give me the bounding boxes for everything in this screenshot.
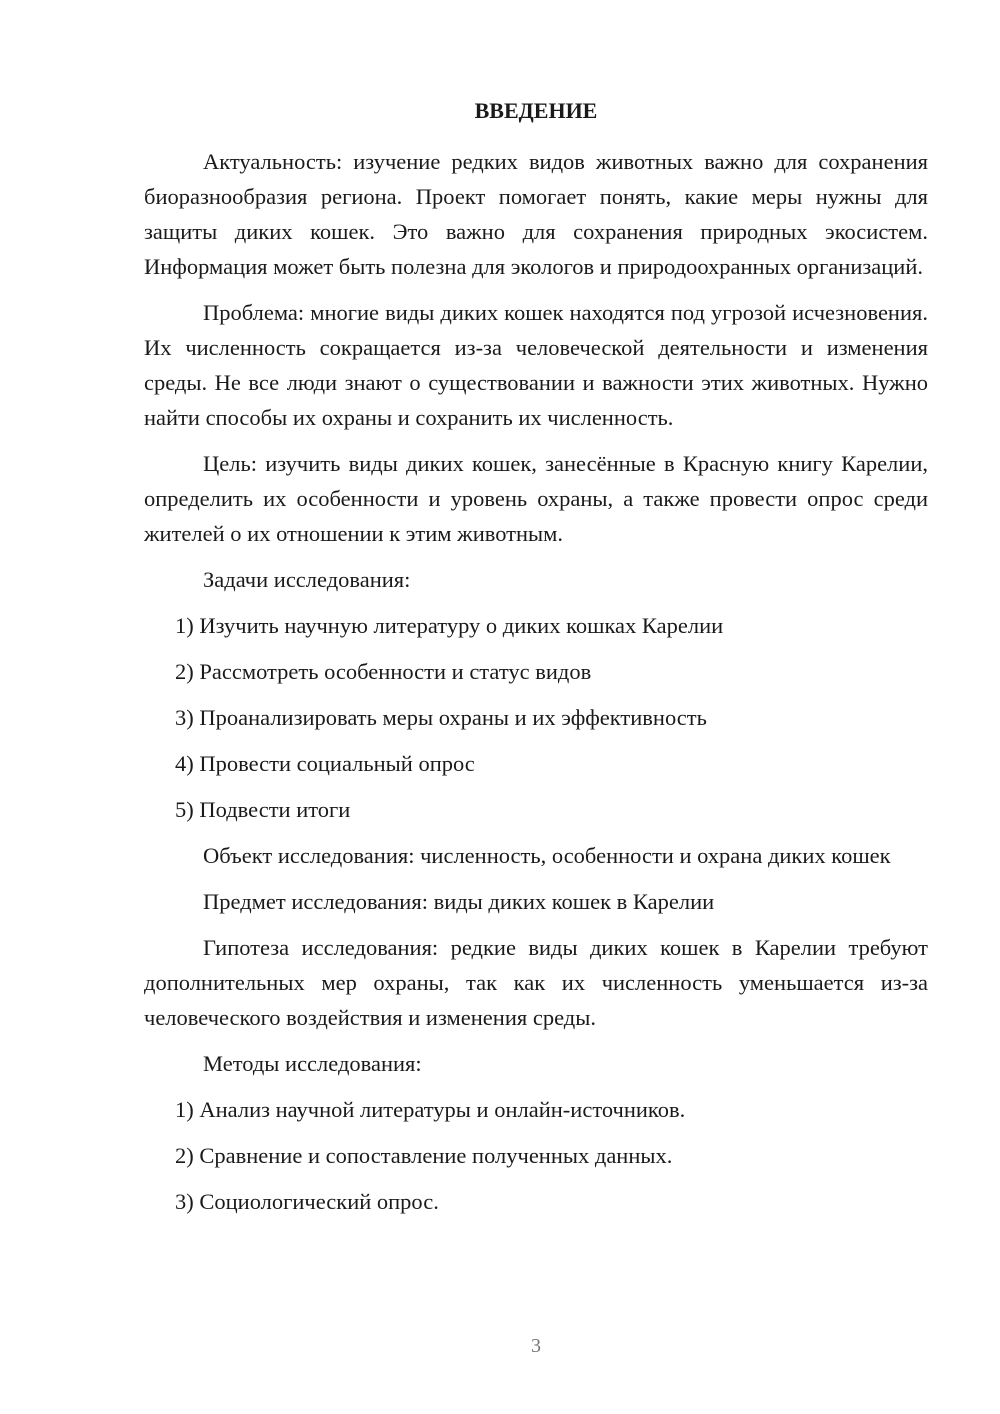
method-item: 3) Социологический опрос. <box>175 1189 439 1214</box>
relevance-paragraph: Актуальность: изучение редких видов животных важно для сохранения биоразнообразия региона. Проект помогает понять, какие меры нужны для защиты диких кошек. Это важно для сохранения природных экосистем. Информация может быть полезна для экологов и природоохранных организаций. <box>144 149 928 279</box>
task-item: 5) Подвести итоги <box>175 797 351 822</box>
method-item: 2) Сравнение и сопоставление полученных данных. <box>175 1143 673 1168</box>
problem-paragraph: Проблема: многие виды диких кошек находятся под угрозой исчезновения. Их численность сокращается из-за человеческой деятельности и изменения среды. Не все люди знают о существовании и важности этих животных. Нужно найти способы их охраны и сохранить их численность. <box>144 300 928 430</box>
task-item: 2) Рассмотреть особенности и статус видов <box>175 659 592 684</box>
task-item: 4) Провести социальный опрос <box>175 751 475 776</box>
page-title: ВВЕДЕНИЕ <box>474 98 598 123</box>
subject-paragraph: Предмет исследования: виды диких кошек в Карелии <box>203 889 715 914</box>
object-paragraph: Объект исследования: численность, особенности и охрана диких кошек <box>203 843 891 868</box>
methods-heading: Методы исследования: <box>203 1051 422 1076</box>
hypothesis-paragraph: Гипотеза исследования: редкие виды диких кошек в Карелии требуют дополнительных мер охраны, так как их численность уменьшается из-за человеческого воздействия и изменения среды. <box>144 935 928 1030</box>
method-item: 1) Анализ научной литературы и онлайн-источников. <box>175 1097 686 1122</box>
page-number: 3 <box>531 1335 541 1357</box>
task-item: 1) Изучить научную литературу о диких кошках Карелии <box>175 613 724 638</box>
goal-paragraph: Цель: изучить виды диких кошек, занесённые в Красную книгу Карелии, определить их особенности и уровень охраны, а также провести опрос среди жителей о их отношении к этим животным. <box>144 451 928 546</box>
page-content <box>144 144 928 1230</box>
task-item: 3) Проанализировать меры охраны и их эффективность <box>175 705 707 730</box>
tasks-heading: Задачи исследования: <box>203 567 411 592</box>
